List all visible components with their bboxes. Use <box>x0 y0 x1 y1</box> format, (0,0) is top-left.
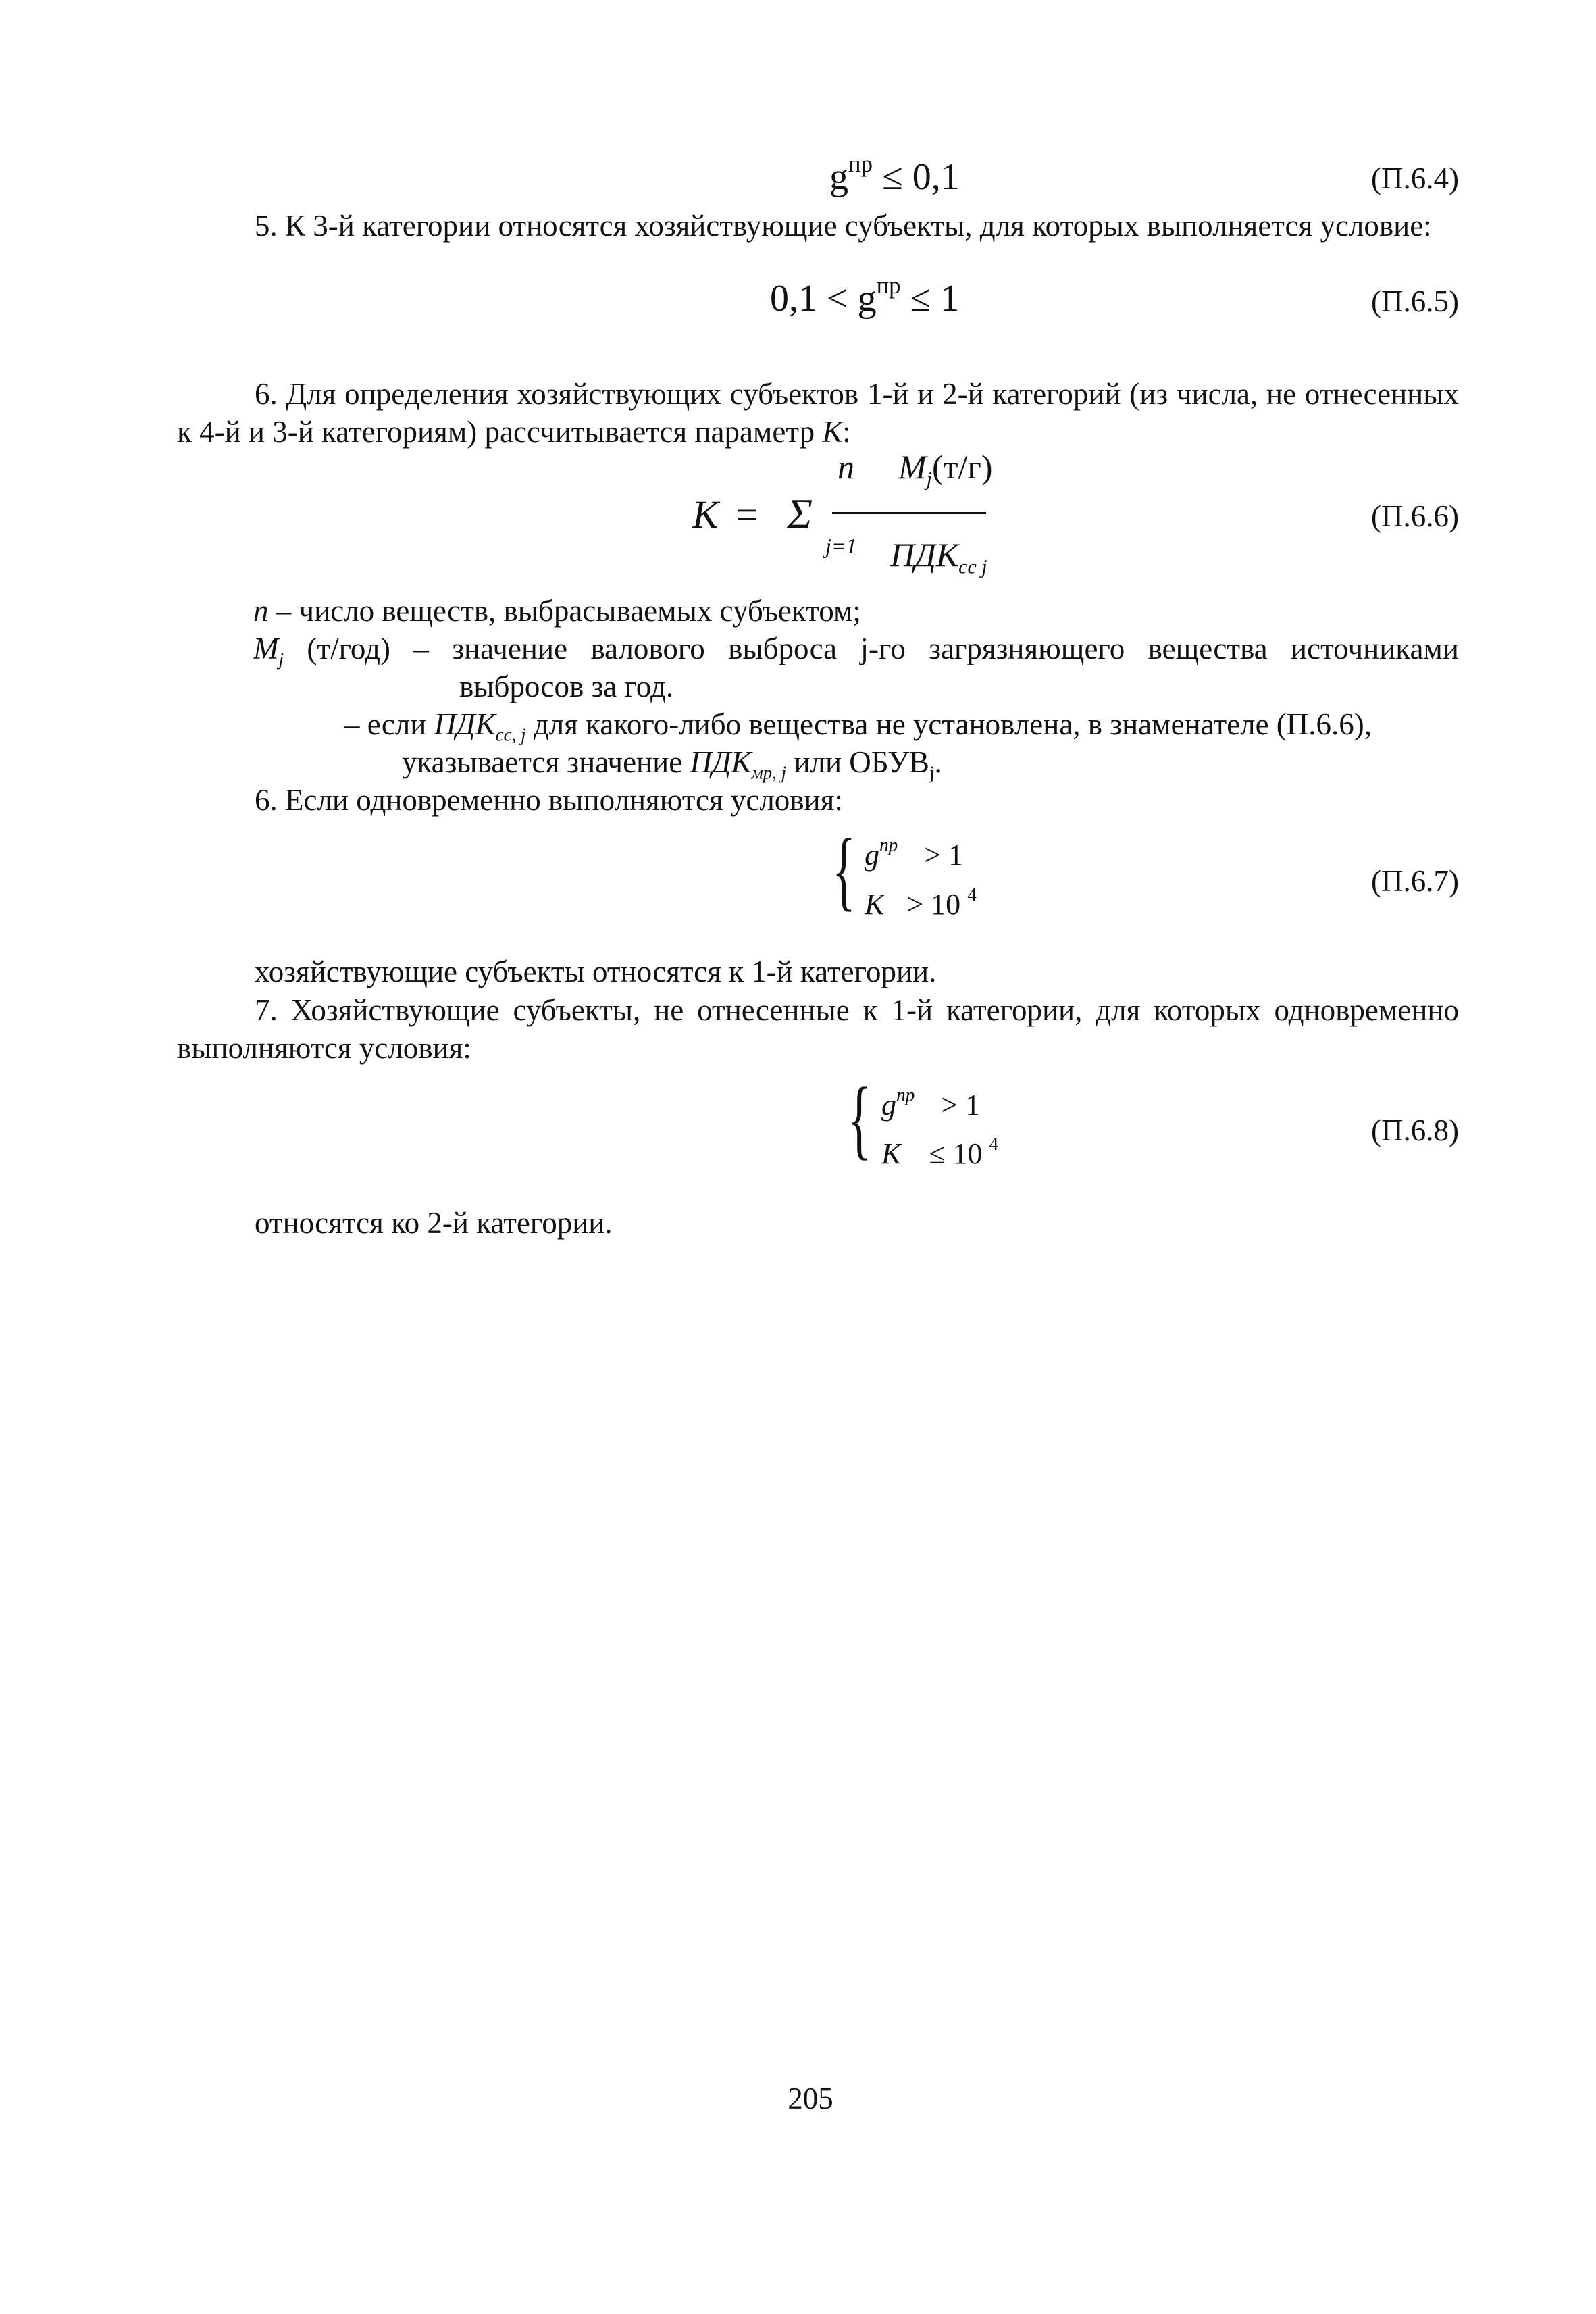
if-sub: cc, j <box>495 724 526 745</box>
row1-rel: > 1 <box>924 838 964 872</box>
if-var: ПДК <box>434 707 496 741</box>
den-sub: cc j <box>958 555 987 578</box>
row1-sup: пр <box>879 834 898 855</box>
equation-p6-5 <box>770 272 960 320</box>
equation-p6-4 <box>829 150 960 199</box>
equation-label-p6-8: (П.6.8) <box>1371 1113 1459 1147</box>
num-sub: j <box>926 468 932 491</box>
left-brace: { <box>832 820 856 920</box>
paragraph-category-2: относятся ко 2-й категории. <box>255 1206 613 1240</box>
definition-if-line2 <box>402 743 942 781</box>
definition-m <box>253 630 1459 668</box>
equation-label-p6-5: (П.6.5) <box>1371 284 1459 318</box>
if-line2-pre: указывается значение <box>402 745 690 779</box>
row2-rel: > 10 <box>906 888 961 921</box>
if-pre: – если <box>344 707 434 741</box>
num-unit: (т/г) <box>932 448 993 486</box>
eq-superscript: пр <box>876 272 901 299</box>
row2-sup: 4 <box>967 884 977 905</box>
eq-relation: ≤ 1 <box>900 278 960 320</box>
left-brace: { <box>848 1069 871 1168</box>
if-var2: ПДК <box>690 745 752 779</box>
def-n-text: – число веществ, выбрасываемых субъектом; <box>268 594 861 628</box>
fraction-bar <box>832 512 986 514</box>
eq-sigma: Σ <box>787 490 813 538</box>
row2-var: K <box>881 1137 902 1170</box>
eq-var: g <box>857 278 877 320</box>
eq-numerator <box>898 447 993 491</box>
def-n-var: n <box>253 594 269 628</box>
if-post: или ОБУВ <box>786 745 929 779</box>
row2-rel: ≤ 10 <box>929 1137 983 1170</box>
row1-rel: > 1 <box>941 1088 981 1122</box>
system-row-2 <box>865 884 977 922</box>
paragraph-item-6-conditions: 6. Если одновременно выполняются условия: <box>255 783 843 817</box>
if-end: . <box>934 745 942 779</box>
eq-var: g <box>829 156 848 198</box>
equation-label-p6-4: (П.6.4) <box>1371 161 1459 195</box>
if-mid: для какого-либо вещества не установлена, в знаменателе (П.6.6), <box>525 707 1372 741</box>
item6-colon: : <box>842 415 851 449</box>
row1-sup: пр <box>896 1084 915 1105</box>
eq-relation: ≤ 0,1 <box>872 156 960 198</box>
paragraph-item-5: 5. К 3-й категории относятся хозяйствующие субъекты, для которых выполняется условие: <box>255 209 1432 243</box>
eq-denominator <box>890 535 987 578</box>
equation-label-p6-7: (П.6.7) <box>1371 864 1459 898</box>
paragraph-item-6-definition <box>177 375 1459 451</box>
eq-lhs: К <box>692 493 719 536</box>
if-post-sub: j <box>929 762 935 783</box>
eq-upper-limit: n <box>838 448 854 486</box>
eq-superscript: пр <box>848 150 873 177</box>
definition-if-line1 <box>344 705 1372 743</box>
eq-left: 0,1 < <box>770 278 858 320</box>
def-m-text: (т/год) – значение валового выброса j-го загрязняющего вещества источниками <box>284 632 1459 665</box>
row1-var: g <box>865 838 879 872</box>
system-row-1 <box>881 1084 981 1122</box>
row2-sup: 4 <box>989 1133 999 1154</box>
def-m-sub: j <box>278 649 284 670</box>
item6-text: 6. Для определения хозяйствующих субъектов 1-й и 2-й категорий (из числа, не отнесенных к 4-й и 3-й категориям) рассчитывается параметр <box>177 377 1459 449</box>
system-row-2 <box>881 1133 999 1171</box>
eq-equals: = <box>736 493 758 536</box>
num-var: M <box>898 448 927 486</box>
definition-m-line2: выбросов за год. <box>459 670 674 703</box>
row2-var: K <box>865 888 885 921</box>
item6-k: К <box>822 415 843 449</box>
eq-lower-limit: j=1 <box>825 534 857 558</box>
page-number: 205 <box>788 2082 833 2115</box>
system-row-1 <box>865 834 964 872</box>
def-m-var: M <box>253 632 279 665</box>
paragraph-item-7: 7. Хозяйствующие субъекты, не отнесенные к 1-й категории, для которых одновременно выполняются условия: <box>177 993 1459 1065</box>
row1-var: g <box>881 1088 896 1122</box>
if-sub2: мр, j <box>751 762 787 783</box>
definition-n <box>253 592 861 630</box>
paragraph-category-1: хозяйствующие субъекты относятся к 1-й категории. <box>255 955 937 988</box>
equation-label-p6-6: (П.6.6) <box>1371 499 1459 533</box>
den-var: ПДК <box>890 536 959 574</box>
